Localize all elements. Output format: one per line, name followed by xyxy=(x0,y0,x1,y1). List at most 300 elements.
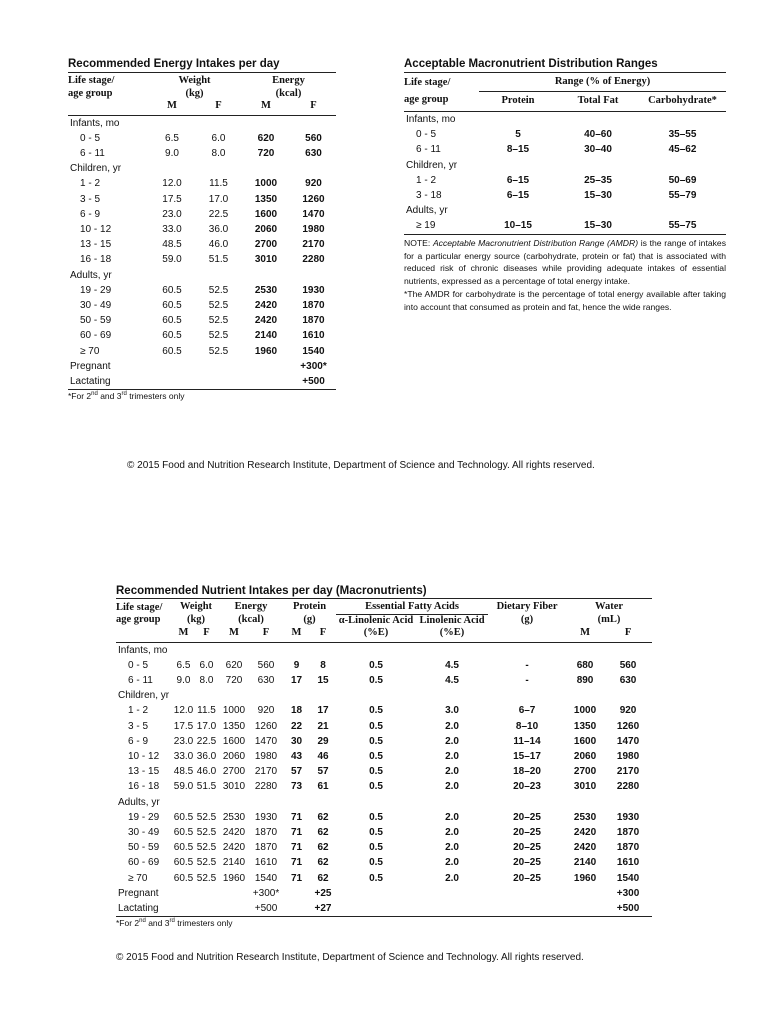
age-cell: 30 - 49 xyxy=(80,299,112,311)
energy-m-cell xyxy=(241,374,291,390)
energy-m-cell: 1350 xyxy=(254,193,278,205)
table-row xyxy=(68,115,336,131)
energy-f-cell: 1870 xyxy=(254,842,278,854)
energy-f-cell: +500 xyxy=(291,374,336,390)
range-header: Range (% of Energy) xyxy=(479,73,726,92)
water-f-cell: 1930 xyxy=(616,811,640,823)
fiber-cell: 20–25 xyxy=(513,842,541,854)
energy-f-cell: 630 xyxy=(305,147,322,159)
energy-f-cell: +300* xyxy=(252,887,280,899)
energy-m-cell: 2420 xyxy=(254,315,278,327)
nri-energy-m: M xyxy=(219,627,249,642)
table-row xyxy=(404,158,726,173)
water-m: M xyxy=(566,627,604,642)
fat-cell: 30–40 xyxy=(584,144,612,156)
weight-f-cell: 51.5 xyxy=(196,781,217,793)
weight-f-cell: 22.5 xyxy=(208,208,229,220)
fiber-unit: (g) xyxy=(520,614,534,626)
age-cell: 3 - 18 xyxy=(416,190,442,202)
carb-header: Carbohydrate* xyxy=(639,91,726,112)
weight-m-cell: 12.0 xyxy=(162,178,182,190)
water-unit: (mL) xyxy=(597,614,621,626)
water-m-cell: 2700 xyxy=(573,766,597,778)
weight-m-cell: 6.5 xyxy=(165,132,179,144)
table-row xyxy=(68,374,336,390)
water-m-cell: 2140 xyxy=(573,857,597,869)
table-row xyxy=(116,749,652,764)
table-row xyxy=(68,252,336,267)
fiber-cell xyxy=(488,886,566,901)
table-row xyxy=(116,871,652,886)
nri-weight-f: F xyxy=(194,627,219,642)
energy-m-cell: 620 xyxy=(257,132,275,144)
protein-f-cell: 62 xyxy=(317,811,329,823)
copyright-top: © 2015 Food and Nutrition Research Institute, Department of Science and Technology. All rights reserved. xyxy=(127,460,595,471)
protein-f-cell: 57 xyxy=(317,766,329,778)
age-cell: 3 - 5 xyxy=(128,720,149,732)
fiber-cell: - xyxy=(525,674,529,686)
protein-cell: 6–15 xyxy=(506,174,530,186)
protein-m-cell: 57 xyxy=(290,766,303,778)
weight-m-cell: 17.5 xyxy=(173,720,194,732)
energy-m-cell: 2700 xyxy=(254,239,278,251)
ala-cell: 0.5 xyxy=(369,720,383,732)
energy-table-title: Recommended Energy Intakes per day xyxy=(68,58,280,70)
age-cell: 1 - 2 xyxy=(80,178,101,190)
row-label: Pregnant xyxy=(118,887,159,899)
age-cell: 50 - 59 xyxy=(80,315,112,327)
ala-cell: 0.5 xyxy=(369,674,383,686)
energy-f-cell: +500 xyxy=(249,901,283,917)
table-row xyxy=(68,192,336,207)
weight-f-cell xyxy=(194,886,219,901)
energy-m-cell: 2140 xyxy=(222,857,246,869)
energy-m-cell: 2700 xyxy=(222,766,246,778)
fiber-cell: 20–25 xyxy=(513,857,541,869)
protein-m-cell: 9 xyxy=(293,659,300,671)
table-row xyxy=(68,146,336,161)
energy-m-cell: 2060 xyxy=(254,223,278,235)
energy-f-cell: 1930 xyxy=(254,811,278,823)
water-m-cell: 2060 xyxy=(573,750,597,762)
protein-m-cell: 71 xyxy=(290,811,303,823)
energy-f-cell: 1260 xyxy=(254,720,278,732)
energy-m-cell: 1600 xyxy=(222,735,246,747)
weight-f-cell: 52.5 xyxy=(196,842,217,854)
age-cell: 13 - 15 xyxy=(80,239,112,251)
water-m-cell: 1000 xyxy=(573,705,597,717)
energy-table xyxy=(68,72,336,390)
carb-cell: 55–79 xyxy=(668,190,697,202)
water-f-cell: 920 xyxy=(619,705,637,717)
ala-cell: 0.5 xyxy=(369,811,383,823)
weight-f-cell: 36.0 xyxy=(196,750,217,762)
water-f-cell: 1610 xyxy=(616,857,640,869)
la-cell: 3.0 xyxy=(445,705,459,717)
table-row xyxy=(68,237,336,252)
weight-m-cell: 60.5 xyxy=(173,842,194,854)
energy-f-cell: 630 xyxy=(257,674,275,686)
energy-m-cell: 2420 xyxy=(222,826,246,838)
weight-m-cell: 48.5 xyxy=(173,766,194,778)
table-row xyxy=(68,222,336,237)
age-group-header: age group xyxy=(68,87,113,99)
energy-m-cell: 720 xyxy=(225,674,243,686)
amdr-life-stage-header: Life stage/ xyxy=(404,73,479,92)
table-row xyxy=(68,313,336,328)
table-row xyxy=(404,127,726,142)
weight-m-cell: 60.5 xyxy=(173,826,194,838)
energy-section xyxy=(68,58,336,401)
la-cell xyxy=(416,886,488,901)
protein-m-cell: 30 xyxy=(290,735,303,747)
fiber-cell: 6–7 xyxy=(518,705,536,717)
la-cell: 2.0 xyxy=(445,735,459,747)
weight-f-header: F xyxy=(196,100,241,115)
amdr-table xyxy=(404,72,726,235)
protein-f-cell: +27 xyxy=(310,901,336,917)
amdr-note xyxy=(404,237,726,289)
water-f-cell: 1260 xyxy=(616,720,640,732)
age-cell: 1 - 2 xyxy=(416,174,437,186)
water-m-cell: 2420 xyxy=(573,826,597,838)
fiber-header: Dietary Fiber xyxy=(488,599,566,615)
table-row xyxy=(404,173,726,188)
energy-f-cell: 1980 xyxy=(302,223,325,235)
water-f-cell: 630 xyxy=(619,674,637,686)
energy-m-cell xyxy=(219,886,249,901)
weight-m-cell: 60.5 xyxy=(173,857,194,869)
weight-m-cell: 23.0 xyxy=(173,735,194,747)
energy-f-cell: 1470 xyxy=(254,735,278,747)
table-row xyxy=(116,764,652,779)
table-row xyxy=(68,328,336,343)
note-text: is the range of intakes for a particular energy source (carbohydrate, protein or fat) that is associated with reduced risk of chronic diseases while providing adequate intakes of essential nutrients, expressed as a percentage of total energy intake. xyxy=(404,237,726,287)
weight-f-cell: 8.0 xyxy=(211,147,226,159)
age-cell: 19 - 29 xyxy=(80,284,112,296)
table-row xyxy=(68,268,336,283)
protein-cell: 10–15 xyxy=(479,218,557,234)
la-cell: 2.0 xyxy=(445,781,459,793)
ala-cell xyxy=(336,901,416,917)
energy-f-cell: 2280 xyxy=(302,254,325,266)
copyright-bottom: © 2015 Food and Nutrition Research Institute, Department of Science and Technology. All rights reserved. xyxy=(116,952,584,963)
table-row xyxy=(116,840,652,855)
protein-f-cell: 62 xyxy=(317,872,329,884)
row-label: Pregnant xyxy=(70,360,111,372)
protein-m-cell: 17 xyxy=(290,674,303,686)
fiber-cell: 18–20 xyxy=(513,766,541,778)
table-row xyxy=(68,298,336,313)
table-row xyxy=(116,886,652,901)
nri-weight-header: Weight xyxy=(173,599,219,615)
energy-f-cell: 1540 xyxy=(254,872,278,884)
group-label: Children, yr xyxy=(70,163,122,175)
carb-cell: 35–55 xyxy=(668,129,697,141)
water-m-cell: 2420 xyxy=(573,842,597,854)
energy-f-cell: +300* xyxy=(300,360,327,372)
water-m-cell: 680 xyxy=(576,659,594,671)
age-cell: 6 - 11 xyxy=(80,147,105,159)
fiber-cell: 20–25 xyxy=(513,872,541,884)
nri-life-stage-header xyxy=(116,599,173,628)
energy-footnote: *For 2nd and 3rd trimesters only xyxy=(68,391,185,402)
weight-f-cell: 36.0 xyxy=(208,223,229,235)
water-m-cell: 890 xyxy=(576,674,594,686)
ala-cell: 0.5 xyxy=(369,705,383,717)
nri-life-stage-line2: age group xyxy=(116,614,161,625)
energy-f-cell: 1260 xyxy=(302,193,325,205)
water-m-cell xyxy=(566,901,604,917)
weight-f-cell: 52.5 xyxy=(196,811,217,823)
nri-life-stage-line1: Life stage/ xyxy=(116,601,163,613)
age-cell: ≥ 19 xyxy=(404,218,479,234)
table-row xyxy=(116,825,652,840)
amdr-note-2: *The AMDR for carbohydrate is the percentage of total energy available after taking into account that consumed as protein and fat, hence the wide ranges. xyxy=(404,289,726,313)
energy-f-cell: 920 xyxy=(257,705,275,717)
age-cell: 19 - 29 xyxy=(128,811,160,823)
weight-m-cell: 12.0 xyxy=(173,705,194,717)
water-f-cell: +300 xyxy=(616,887,640,899)
fat-cell: 40–60 xyxy=(584,129,612,141)
nri-energy-f: F xyxy=(249,627,283,642)
nri-protein-m: M xyxy=(283,627,310,642)
energy-m-cell: 2420 xyxy=(254,299,278,311)
la-cell: 2.0 xyxy=(445,766,459,778)
la-cell: 2.0 xyxy=(445,857,459,869)
fiber-cell: - xyxy=(525,659,529,671)
weight-m-cell xyxy=(148,359,196,374)
carb-cell: 55–75 xyxy=(639,218,726,234)
water-m-cell: 1960 xyxy=(573,872,597,884)
weight-m-cell xyxy=(173,901,194,917)
table-row xyxy=(116,779,652,794)
energy-f-cell: 920 xyxy=(305,178,322,190)
water-f-cell: 560 xyxy=(619,659,637,671)
table-row xyxy=(116,901,652,917)
energy-f-cell: 560 xyxy=(305,132,322,144)
water-m-cell xyxy=(566,886,604,901)
age-cell: 16 - 18 xyxy=(80,254,112,266)
age-cell: 13 - 15 xyxy=(128,766,160,778)
weight-f-cell: 46.0 xyxy=(208,239,229,251)
age-cell: 10 - 12 xyxy=(80,223,112,235)
protein-header: Protein xyxy=(479,91,557,112)
ala-cell: 0.5 xyxy=(369,659,383,671)
fiber-cell: 11–14 xyxy=(513,735,541,747)
energy-header: Energy xyxy=(241,73,336,88)
weight-f-cell: 46.0 xyxy=(196,766,217,778)
weight-m-cell: 60.5 xyxy=(162,299,182,311)
weight-f-cell xyxy=(196,374,241,390)
age-cell: 3 - 5 xyxy=(80,193,101,205)
weight-f-cell: 17.0 xyxy=(196,720,217,732)
fiber-cell xyxy=(488,901,566,917)
water-f-cell: 1870 xyxy=(616,842,640,854)
weight-unit-header: (kg) xyxy=(185,87,204,99)
age-cell: ≥ 70 xyxy=(80,345,100,357)
energy-m-cell: 1000 xyxy=(254,178,278,190)
energy-m-cell xyxy=(219,901,249,917)
protein-m-cell xyxy=(283,901,310,917)
nutrient-footnote: *For 2nd and 3rd trimesters only xyxy=(116,918,233,929)
protein-f-cell: 15 xyxy=(317,674,329,686)
age-cell: ≥ 70 xyxy=(128,872,148,884)
weight-f-cell: 11.5 xyxy=(209,178,228,190)
age-cell: 6 - 9 xyxy=(128,735,149,747)
energy-f-cell: 1870 xyxy=(254,826,278,838)
energy-f-cell: 1930 xyxy=(302,284,325,296)
protein-m-cell: 18 xyxy=(290,705,303,717)
water-f-cell: 2280 xyxy=(616,781,640,793)
weight-f-cell: 52.5 xyxy=(208,315,229,327)
table-row xyxy=(116,719,652,734)
amdr-table-title: Acceptable Macronutrient Distribution Ranges xyxy=(404,58,658,70)
age-cell: 0 - 5 xyxy=(80,132,101,144)
fiber-cell: 15–17 xyxy=(513,750,541,762)
energy-m-cell: 2530 xyxy=(222,811,246,823)
age-cell: 50 - 59 xyxy=(128,842,160,854)
energy-unit-header: (kcal) xyxy=(275,87,302,99)
age-cell: 6 - 11 xyxy=(128,674,153,686)
weight-m-cell: 59.0 xyxy=(173,781,194,793)
note-italic: Acceptable Macronutrient Distribution Range (AMDR) xyxy=(432,237,639,248)
nri-protein-header: Protein xyxy=(283,599,336,615)
group-label: Adults, yr xyxy=(118,796,160,808)
nri-weight-unit: (kg) xyxy=(186,614,206,626)
group-label: Adults, yr xyxy=(406,205,448,217)
la-cell: 2.0 xyxy=(445,811,459,823)
weight-m-cell: 59.0 xyxy=(162,254,182,266)
energy-f-cell: 1540 xyxy=(302,345,325,357)
energy-m-cell xyxy=(241,359,291,374)
protein-m-cell xyxy=(283,886,310,901)
energy-m-cell: 720 xyxy=(257,147,275,159)
table-row xyxy=(116,855,652,870)
weight-f-cell: 52.5 xyxy=(196,826,217,838)
energy-f-cell: 1610 xyxy=(254,857,278,869)
table-row xyxy=(116,703,652,718)
fat-cell: 15–30 xyxy=(557,218,639,234)
note-label: NOTE: xyxy=(404,237,431,248)
nutrient-section xyxy=(116,585,652,928)
ala-cell: 0.5 xyxy=(369,872,383,884)
table-row xyxy=(116,658,652,673)
ala-cell: 0.5 xyxy=(369,735,383,747)
la-cell: 4.5 xyxy=(445,674,459,686)
energy-m-cell: 1960 xyxy=(222,872,246,884)
weight-f-cell: 22.5 xyxy=(196,735,217,747)
table-row xyxy=(68,283,336,298)
weight-f-cell: 51.5 xyxy=(208,254,229,266)
table-row xyxy=(68,176,336,191)
nutrient-table xyxy=(116,598,652,917)
ala-cell: 0.5 xyxy=(369,781,383,793)
age-cell: 16 - 18 xyxy=(128,781,160,793)
energy-f-cell: 2280 xyxy=(254,781,278,793)
table-row xyxy=(68,131,336,146)
la-cell: 2.0 xyxy=(445,826,459,838)
fiber-cell: 20–23 xyxy=(513,781,541,793)
energy-m-cell: 3010 xyxy=(222,781,246,793)
protein-f-cell: 62 xyxy=(317,842,329,854)
nutrient-table-title: Recommended Nutrient Intakes per day (Macronutrients) xyxy=(116,585,427,597)
nri-protein-unit: (g) xyxy=(303,614,316,626)
table-row xyxy=(68,344,336,359)
weight-f-cell: 6.0 xyxy=(199,659,214,671)
age-cell: 10 - 12 xyxy=(128,750,160,762)
weight-header: Weight xyxy=(148,73,241,88)
ala-header: α-Linolenic Acid xyxy=(338,614,414,626)
weight-m-cell: 9.0 xyxy=(165,147,179,159)
energy-m-cell: 3010 xyxy=(254,254,278,266)
table-row xyxy=(116,688,652,703)
energy-f-cell: 1870 xyxy=(302,299,325,311)
weight-m-cell: 60.5 xyxy=(162,315,182,327)
table-row xyxy=(404,112,726,128)
energy-f-cell: 2170 xyxy=(254,766,278,778)
protein-f-cell: 29 xyxy=(317,735,329,747)
nri-protein-f: F xyxy=(310,627,336,642)
weight-f-cell: 52.5 xyxy=(196,872,217,884)
energy-m-cell: 1600 xyxy=(254,208,278,220)
fat-cell: 25–35 xyxy=(584,174,612,186)
energy-f-cell: 1980 xyxy=(254,750,278,762)
table-row xyxy=(404,203,726,218)
ala-cell: 0.5 xyxy=(369,842,383,854)
energy-m-header: M xyxy=(241,100,291,115)
protein-m-cell: 43 xyxy=(290,750,303,762)
energy-m-cell: 620 xyxy=(225,659,243,671)
weight-m-cell: 6.5 xyxy=(176,659,191,671)
la-cell: 2.0 xyxy=(445,720,459,732)
water-f-cell: 1980 xyxy=(616,750,640,762)
water-header: Water xyxy=(566,599,652,615)
nri-energy-header: Energy xyxy=(219,599,283,615)
table-row xyxy=(116,795,652,810)
la-cell: 4.5 xyxy=(445,659,459,671)
weight-m-header: M xyxy=(148,100,196,115)
la-unit: (%E) xyxy=(416,627,488,642)
fiber-cell: 8–10 xyxy=(515,720,539,732)
weight-m-cell: 60.5 xyxy=(173,872,194,884)
water-f-cell: +500 xyxy=(604,901,652,917)
weight-f-cell: 11.5 xyxy=(197,705,216,717)
table-row xyxy=(404,218,726,234)
water-f: F xyxy=(604,627,652,642)
group-label: Infants, mo xyxy=(406,114,456,125)
protein-f-cell: 17 xyxy=(317,705,329,717)
protein-f-cell: 62 xyxy=(317,857,329,869)
protein-cell: 8–15 xyxy=(506,144,530,156)
energy-f-cell: 1470 xyxy=(302,208,325,220)
table-row xyxy=(68,207,336,222)
table-row xyxy=(116,810,652,825)
table-row xyxy=(404,188,726,203)
carb-cell: 45–62 xyxy=(668,144,697,156)
water-f-cell: 2170 xyxy=(616,766,640,778)
table-row xyxy=(404,142,726,157)
water-f-cell: 1540 xyxy=(616,872,640,884)
ala-cell: 0.5 xyxy=(369,857,383,869)
weight-f-cell: 52.5 xyxy=(208,284,229,296)
group-label: Adults, yr xyxy=(70,269,112,281)
row-label: Lactating xyxy=(68,374,148,390)
weight-m-cell: 9.0 xyxy=(176,674,191,686)
protein-m-cell: 73 xyxy=(290,781,303,793)
protein-m-cell: 71 xyxy=(290,857,303,869)
protein-f-cell: 46 xyxy=(317,750,329,762)
